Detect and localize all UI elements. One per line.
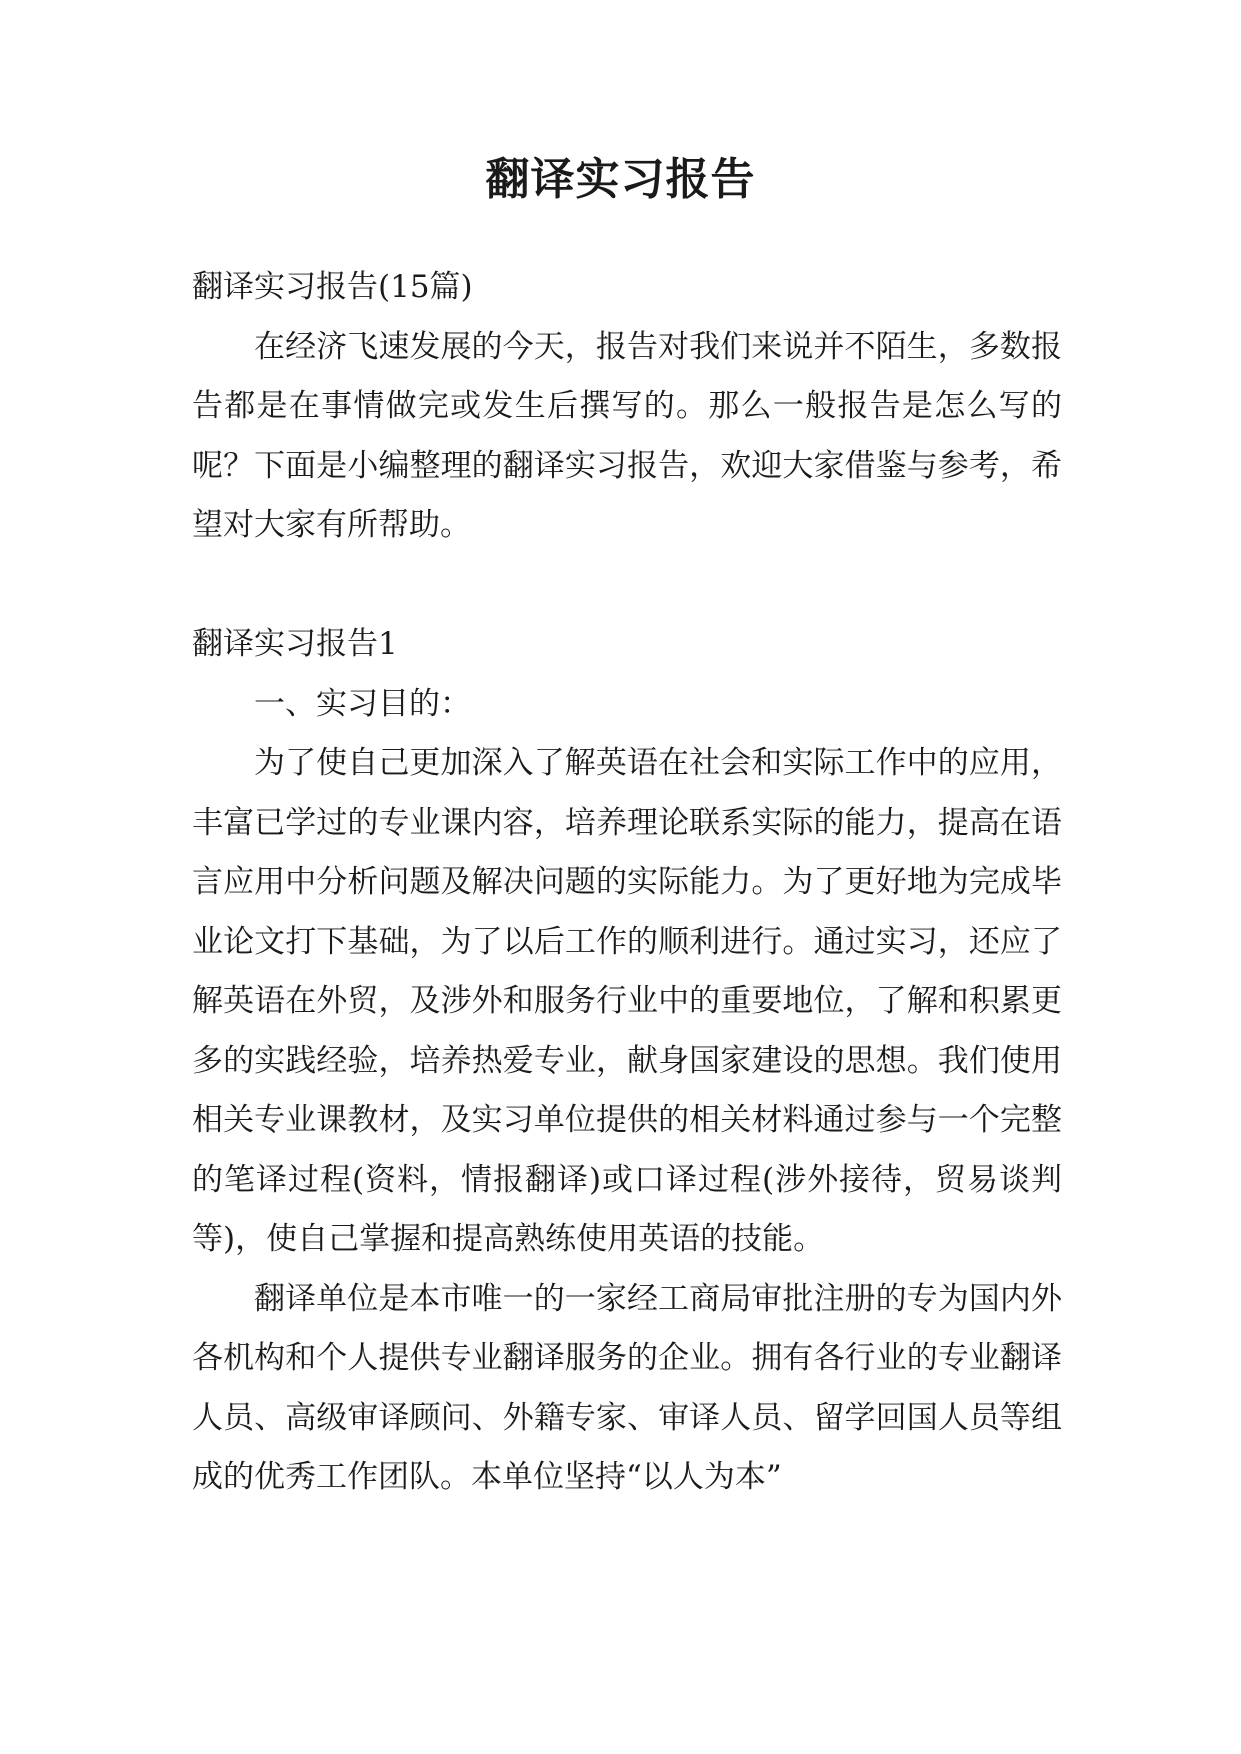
document-body [192,258,1062,1508]
paragraph-company: 翻译单位是本市唯一的一家经工商局审批注册的专为国内外各机构和个人提供专业翻译服务的企业。拥有各行业的专业翻译人员、高级审译顾问、外籍专家、审译人员、留学回国人员等组成的优秀工作团队。本单位坚持“以人为本” [192,1280,1062,1495]
intro-paragraph: 在经济飞速发展的今天，报告对我们来说并不陌生，多数报告都是在事情做完或发生后撰写的。那么一般报告是怎么写的呢？下面是小编整理的翻译实习报告，欢迎大家借鉴与参考，希望对大家有所帮助。 [192,328,1062,543]
document-title: 翻译实习报告 [485,154,756,205]
section-heading: 翻译实习报告1 [192,626,398,662]
paragraph-purpose: 为了使自己更加深入了解英语在社会和实际工作中的应用，丰富已学过的专业课内容，培养理论联系实际的能力，提高在语言应用中分析问题及解决问题的实际能力。为了更好地为完成毕业论文打下基础，为了以后工作的顺利进行。通过实习，还应了解英语在外贸，及涉外和服务行业中的重要地位，了解和积累更多的实践经验，培养热爱专业，献身国家建设的思想。我们使用相关专业课教材，及实习单位提供的相关材料通过参与一个完整的笔译过程(资料，情报翻译)或口译过程(涉外接待，贸易谈判等)，使自己掌握和提高熟练使用英语的技能。 [192,745,1062,1257]
part-heading: 一、实习目的： [254,685,471,722]
document-subtitle: 翻译实习报告(15篇) [192,269,473,305]
